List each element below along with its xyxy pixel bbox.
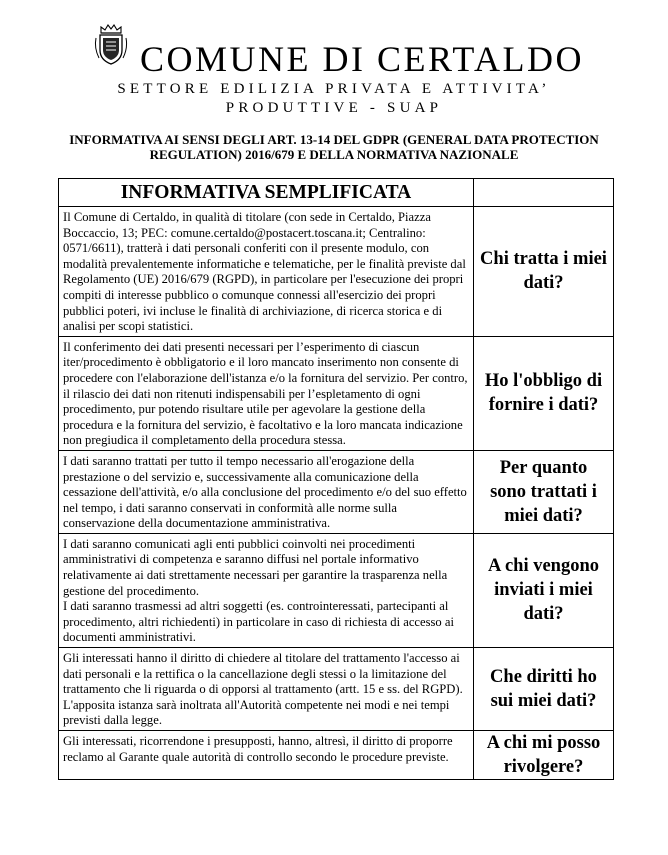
document-heading: INFORMATIVA AI SENSI DEGLI ART. 13-14 DEL GDPR (GENERAL DATA PROTECTION REGULATION) 2016/679 E DELLA NORMATIVA NAZIONALE [69,132,599,162]
table-row [59,648,614,731]
department-line: SETTORE EDILIZIA PRIVATA E ATTIVITA’ [117,81,551,97]
row-question: Chi tratta i miei dati? [474,207,614,337]
table-title: INFORMATIVA SEMPLIFICATA [59,179,474,207]
row-question: Che diritti ho sui miei dati? [474,648,614,731]
row-question: A chi mi posso rivolgere? [474,731,614,780]
row-paragraph: Gli interessati hanno il diritto di chiedere al titolare del trattamento l'accesso ai dati personali e la rettifica o la cancellazione degli stessi o la limitazione del trattamento che li riguarda o di opporsi al trattamento (artt. 15 e ss. del RGPD). L'apposita istanza sarà inoltrata all'Autorità competente nei modi e nei tempi previsti dalla legge. [63,651,463,728]
row-paragraph: Il conferimento dei dati presenti necessari per l’esperimento di ciascun iter/procedimento è obbligatorio e il loro mancato inserimento non consente di procedere con l'elaborazione dell'istanza e/o la fornitura del servizio. Per contro, il rilascio dei dati non ritenuti indispensabili per l’espletamento di ogni procedimento, pur potendo risultare utile per agevolare la gestione della procedura e la fornitura del servizio, è facoltativo e la loro mancata indicazione non pregiudica il completamento della procedura stessa. [63,339,468,448]
row-paragraph: I dati saranno comunicati agli enti pubblici coinvolti nei procedimenti amministrativi di competenza e saranno diffusi nel portale informativo relativamente ai dati strettamente necessari per garantire la trasparenza nella gestione del procedimento. [63,536,448,598]
row-text [59,450,474,533]
informativa-table [58,178,614,780]
row-paragraph: Gli interessati, ricorrendone i presupposti, hanno, altresì, il diritto di proporre reclamo al Garante quale autorità di controllo secondo le procedure previste. [63,734,453,764]
municipality-title: COMUNE DI CERTALDO [140,39,584,79]
row-question: A chi vengono inviati i miei dati? [474,533,614,647]
row-paragraph: I dati saranno trattati per tutto il tempo necessario all'erogazione della prestazione o del servizio e, successivamente alla comunicazione della cessazione dell'attività, e/o alla conclusione del procedimento e/o del suo effetto nel tempo, i dati saranno conservati in conformità alle norme sulla conservazione della documentazione amministrativa. [63,453,467,531]
row-text [59,336,474,450]
row-paragraph-2: I dati saranno trasmessi ad altri soggetti (es. controinteressati, partecipanti al procedimento, altri richiedenti) in particolare in caso di richiesta di accesso ai documenti amministrativi. [63,599,454,645]
table-header-blank [474,179,614,207]
row-text [59,648,474,731]
row-text [59,731,474,780]
row-paragraph: Il Comune di Certaldo, in qualità di titolare (con sede in Certaldo, Piazza Boccaccio, 13; PEC: comune.certaldo@postacert.toscana.it; Centralino: 0571/6611), tratterà i dati personali conferiti con il presente modulo, con modalità prevalentemente informatiche e telematiche, per le finalità previste dal Regolamento (UE) 2016/679 (RGPD), in particolare per l'esecuzione dei propri compiti di interesse pubblico o comunque connessi all'esercizio dei propri pubblici poteri, ivi incluse le finalità di archiviazione, di ricerca storica e di analisi per scopi statistici. [63,210,466,334]
row-text [59,533,474,647]
row-question: Ho l'obbligo di fornire i dati? [474,336,614,450]
table-row [59,731,614,780]
page-header [0,0,668,120]
row-text [59,207,474,337]
department-subline: PRODUTTIVE - SUAP [225,100,443,116]
row-question: Per quanto sono trattati i miei dati? [474,450,614,533]
table-header-row [59,179,614,207]
table-row [59,336,614,450]
coat-of-arms-icon [93,24,129,66]
table-row [59,533,614,647]
table-row [59,450,614,533]
table-row [59,207,614,337]
